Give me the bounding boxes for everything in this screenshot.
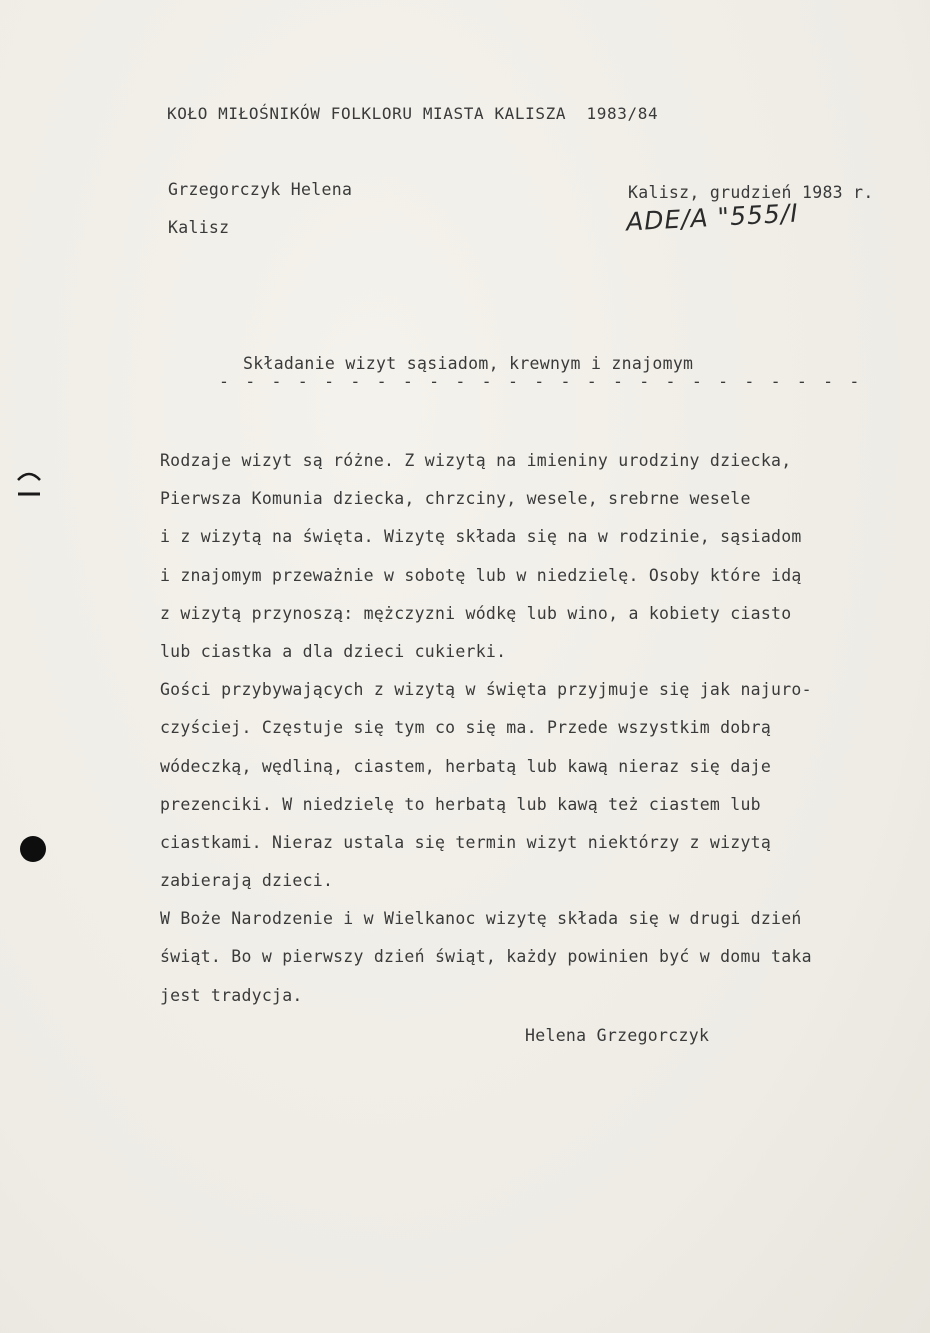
signature: Helena Grzegorczyk: [525, 1026, 710, 1045]
body-line: i z wizytą na święta. Wizytę składa się na w rodzinie, sąsiadom: [160, 527, 802, 547]
document-title: Składanie wizyt sąsiadom, krewnym i znajomym: [243, 354, 694, 373]
body-line: czyściej. Częstuje się tym co się ma. Przede wszystkim dobrą: [160, 718, 772, 738]
body-line: z wizytą przynoszą: mężczyzni wódkę lub wino, a kobiety ciasto: [160, 603, 792, 623]
body-line: świąt. Bo w pierwszy dzień świąt, każdy powinien być w domu taka: [160, 947, 812, 967]
body-line: ciastkami. Nieraz ustala się termin wizyt niektórzy z wizytą: [160, 832, 772, 852]
author-name: Grzegorczyk Helena: [168, 180, 353, 199]
date-line: Kalisz, grudzień 1983 r.: [628, 183, 874, 202]
body-line: Gości przybywających z wizytą w święta przyjmuje się jak najuro-: [160, 680, 812, 700]
body-line: zabierają dzieci.: [160, 871, 334, 891]
body-line: prezenciki. W niedzielę to herbatą lub kawą też ciastem lub: [160, 794, 761, 814]
body-line: lub ciastka a dla dzieci cukierki.: [160, 641, 507, 661]
body-line: Pierwsza Komunia dziecka, chrzciny, wesele, srebrne wesele: [160, 489, 751, 509]
header-line: KOŁO MIŁOŚNIKÓW FOLKLORU MIASTA KALISZA 1983/84: [167, 104, 659, 123]
archive-number: ADE/A "555/I: [625, 198, 800, 237]
body-line: wódeczką, wędliną, ciastem, herbatą lub kawą nieraz się daje: [160, 756, 772, 776]
staple-mark-icon: [14, 470, 44, 504]
body-line: Rodzaje wizyt są różne. Z wizytą na imieniny urodziny dziecka,: [160, 451, 792, 470]
body-line: jest tradycja.: [160, 985, 303, 1005]
body-text: [160, 442, 900, 1015]
title-underline: - - - - - - - - - - - - - - - - - - - - - - - - -: [219, 372, 863, 391]
body-line: W Boże Narodzenie i w Wielkanoc wizytę składa się w drugi dzień: [160, 909, 802, 929]
punch-hole: [20, 836, 46, 862]
body-line: i znajomym przeważnie w sobotę lub w niedzielę. Osoby które idą: [160, 565, 802, 585]
author-town: Kalisz: [168, 218, 230, 237]
